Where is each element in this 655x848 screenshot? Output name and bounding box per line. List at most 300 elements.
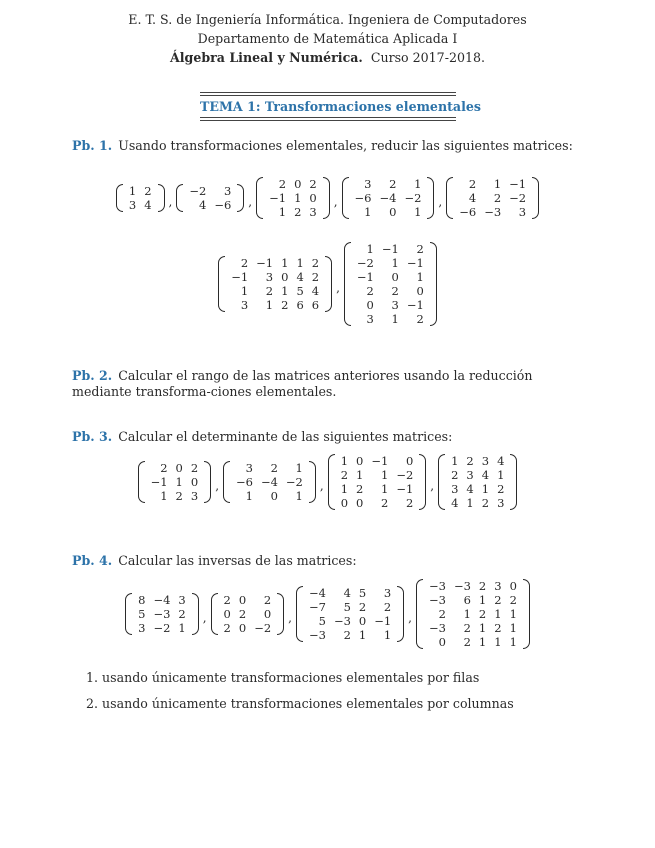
- matrix-separator-comma: ,: [202, 611, 207, 625]
- problem-2-label: Pb. 2.: [72, 368, 113, 383]
- matrix: [116, 184, 165, 212]
- matrix-entry: 2: [358, 600, 367, 614]
- matrix-row: [185, 198, 235, 212]
- problem-3-statement: [72, 429, 592, 445]
- matrix-entry: 3: [265, 270, 274, 284]
- matrix-entry: 2: [238, 607, 247, 621]
- matrix-row: [305, 586, 395, 600]
- matrix-entry: 1: [294, 191, 302, 205]
- matrix-row: [425, 593, 521, 607]
- matrix-row: [265, 177, 321, 191]
- matrix-entry: 1: [481, 482, 490, 496]
- matrix-entry: 1: [380, 468, 389, 482]
- matrix-entry: 2: [509, 593, 517, 607]
- matrix-entry: 6: [296, 298, 304, 312]
- matrix-entries: [265, 177, 321, 219]
- matrix: [211, 593, 285, 635]
- matrix-row: [351, 205, 426, 219]
- matrix-entries: [455, 177, 530, 219]
- matrix-entry: −4: [308, 586, 326, 600]
- matrix-entry: −3: [429, 593, 446, 607]
- matrix-entry: 0: [223, 607, 231, 621]
- matrix-entry: −3: [153, 607, 171, 621]
- matrix-entry: 2: [340, 468, 349, 482]
- matrix-entry: 1: [340, 482, 349, 496]
- matrix: [218, 256, 332, 312]
- matrix-entry: −3: [333, 614, 351, 628]
- matrix: [223, 461, 316, 503]
- tema-rule-bottom: [200, 117, 456, 118]
- matrix-row: [337, 468, 418, 482]
- matrix-entry: 2: [416, 242, 424, 256]
- matrix-entry: 2: [160, 461, 168, 475]
- matrix-entry: 2: [343, 628, 351, 642]
- matrix-row: [455, 191, 530, 205]
- matrix-entry: 1: [451, 454, 459, 468]
- matrix-row: [425, 621, 521, 635]
- matrix-entry: 3: [128, 198, 137, 212]
- matrix-entry: 0: [294, 177, 302, 191]
- matrix-row: [353, 242, 428, 256]
- matrix-entries: [351, 177, 426, 219]
- matrix-entry: 3: [366, 312, 374, 326]
- matrix-row: [265, 191, 321, 205]
- matrix-entry: −1: [231, 270, 249, 284]
- matrix-entry: 0: [190, 475, 199, 489]
- matrix-entry: 3: [391, 298, 399, 312]
- matrix-entry: 5: [343, 600, 351, 614]
- matrix-entry: 0: [238, 621, 247, 635]
- matrix-entry: 0: [356, 496, 364, 510]
- list-item-columnas: 2. usando únicamente transformaciones elementales por columnas: [86, 696, 514, 711]
- matrix-separator-comma: ,: [408, 611, 412, 625]
- right-paren: [158, 184, 165, 212]
- matrix-entry: 2: [366, 284, 374, 298]
- matrix-entry: 1: [509, 607, 517, 621]
- matrix-row: [353, 284, 428, 298]
- matrix-entry: 1: [383, 628, 392, 642]
- matrix-entry: 0: [356, 454, 364, 468]
- matrix-entry: −1: [406, 256, 424, 270]
- right-paren: [323, 177, 330, 219]
- problem-3-row-1: [0, 454, 655, 510]
- matrix-entry: 1: [391, 256, 399, 270]
- matrix-entry: 0: [509, 579, 517, 593]
- matrix-entry: −2: [153, 621, 171, 635]
- matrix-entry: 2: [405, 496, 414, 510]
- matrix-entry: −3: [429, 621, 446, 635]
- right-paren: [523, 579, 530, 649]
- matrix: [256, 177, 330, 219]
- matrix-entry: 2: [309, 177, 317, 191]
- matrix-entry: 0: [366, 298, 374, 312]
- right-paren: [510, 454, 517, 510]
- matrix-entry: −1: [509, 177, 527, 191]
- matrix-entry: 1: [356, 468, 364, 482]
- matrix-entry: 2: [463, 621, 471, 635]
- matrix-entry: 3: [383, 586, 392, 600]
- matrix-entry: 0: [358, 614, 367, 628]
- matrix-entry: 1: [463, 607, 471, 621]
- matrix-entry: 1: [478, 621, 487, 635]
- matrix-separator-comma: ,: [319, 479, 324, 493]
- matrix-entry: 2: [389, 177, 397, 191]
- matrix-entry: 0: [340, 496, 349, 510]
- matrix-row: [125, 198, 156, 212]
- matrix-row: [227, 284, 323, 298]
- matrix-entry: 1: [160, 489, 168, 503]
- matrix-entry: 2: [438, 607, 446, 621]
- matrix-entry: 1: [295, 489, 303, 503]
- matrix-entry: 2: [383, 600, 392, 614]
- tema-rule-bottom-2: [200, 120, 456, 121]
- problem-2-text: Calcular el rango de las matrices anteriores usando la reducción mediante transforma-ciones elementales.: [72, 368, 533, 399]
- right-paren: [325, 256, 332, 312]
- matrix-entry: 1: [245, 489, 253, 503]
- tema-rule-top: [200, 92, 456, 93]
- matrix-entry: 2: [463, 635, 471, 649]
- matrix-entry: 2: [311, 270, 320, 284]
- matrix-row: [185, 184, 235, 198]
- left-paren: [416, 579, 423, 649]
- problem-1-row-2: [0, 242, 655, 326]
- matrix-entry: 1: [281, 284, 289, 298]
- matrix-entry: 1: [240, 284, 249, 298]
- right-paren: [419, 454, 426, 510]
- matrix-row: [455, 205, 530, 219]
- matrix-entry: −1: [381, 242, 399, 256]
- matrix-entry: 1: [416, 270, 424, 284]
- matrix-entry: 0: [416, 284, 424, 298]
- matrix-entry: 2: [356, 482, 364, 496]
- matrix-entry: 4: [296, 270, 304, 284]
- left-paren: [438, 454, 445, 510]
- left-paren: [446, 177, 453, 219]
- matrix: [176, 184, 244, 212]
- matrix-entry: 5: [296, 284, 304, 298]
- right-paren: [204, 461, 211, 503]
- matrix-row: [232, 461, 307, 475]
- matrix-entry: −3: [308, 628, 326, 642]
- matrix-entry: −2: [509, 191, 527, 205]
- matrix-entry: −1: [406, 298, 424, 312]
- matrix-row: [125, 184, 156, 198]
- matrix-row: [337, 496, 418, 510]
- matrix-entries: [185, 184, 235, 212]
- matrix-entry: 2: [240, 256, 249, 270]
- left-paren: [342, 177, 349, 219]
- problem-4-row-1: [0, 579, 655, 649]
- matrix-row: [147, 489, 203, 503]
- matrix-entry: −7: [308, 600, 326, 614]
- matrix-entry: 3: [451, 482, 459, 496]
- left-paren: [138, 461, 145, 503]
- right-paren: [277, 593, 284, 635]
- matrix-separator-comma: ,: [336, 281, 340, 295]
- matrix-entry: 1: [358, 628, 367, 642]
- matrix-row: [265, 205, 321, 219]
- matrix-entry: 2: [223, 593, 231, 607]
- matrix-entry: 3: [190, 489, 199, 503]
- matrix-entry: 1: [380, 482, 389, 496]
- matrix-entry: −2: [404, 191, 422, 205]
- matrix-entry: 2: [494, 621, 502, 635]
- matrix-entry: 3: [518, 205, 527, 219]
- matrix-entry: 2: [190, 461, 199, 475]
- left-paren: [223, 461, 230, 503]
- matrix-entries: [337, 454, 418, 510]
- matrix-row: [305, 628, 395, 642]
- matrix-entry: 1: [265, 298, 274, 312]
- matrix-row: [220, 607, 276, 621]
- matrix: [438, 454, 517, 510]
- problem-2-statement: [72, 368, 592, 399]
- matrix-entry: 1: [494, 635, 502, 649]
- list-item-filas: 1. usando únicamente transformaciones elementales por filas: [86, 670, 480, 685]
- matrix-entry: −4: [260, 475, 278, 489]
- problem-3-text: Calcular el determinante de las siguientes matrices:: [118, 429, 453, 444]
- matrix-entry: 4: [497, 454, 505, 468]
- left-paren: [218, 256, 225, 312]
- matrix-entry: 5: [138, 607, 146, 621]
- matrix-entry: −1: [256, 256, 274, 270]
- matrix-entries: [425, 579, 521, 649]
- header-school: E. T. S. de Ingeniería Informática. Ingeniera de Computadores: [128, 12, 527, 27]
- matrix-entry: 4: [466, 482, 474, 496]
- matrix: [446, 177, 539, 219]
- matrix-row: [232, 489, 307, 503]
- matrix-entry: 5: [358, 586, 367, 600]
- right-paren: [192, 593, 199, 635]
- matrix-entry: 3: [240, 298, 249, 312]
- matrix-separator-comma: ,: [248, 195, 253, 209]
- matrix-entry: 1: [509, 635, 517, 649]
- header-department: Departamento de Matemática Aplicada I: [197, 31, 458, 46]
- matrix-row: [147, 461, 203, 475]
- matrix-entry: 1: [295, 461, 303, 475]
- matrix-entry: 2: [494, 593, 502, 607]
- matrix-entry: 6: [311, 298, 320, 312]
- problem-1-label: Pb. 1.: [72, 138, 113, 153]
- matrix-row: [220, 621, 276, 635]
- matrix-row: [353, 256, 428, 270]
- matrix-entry: 3: [364, 177, 372, 191]
- matrix-entries: [305, 586, 395, 642]
- matrix-entry: 3: [497, 496, 505, 510]
- matrix-row: [425, 579, 521, 593]
- right-paren: [309, 461, 316, 503]
- matrix: [125, 593, 199, 635]
- matrix-entry: 2: [265, 284, 274, 298]
- left-paren: [296, 586, 303, 642]
- matrix-row: [147, 475, 203, 489]
- matrix-row: [227, 256, 323, 270]
- matrix-entry: 1: [281, 256, 289, 270]
- matrix-entry: 4: [451, 496, 459, 510]
- header-course-title: Álgebra Lineal y Numérica.: [169, 50, 363, 65]
- matrix-entry: −6: [236, 475, 253, 489]
- matrix-entry: 3: [223, 184, 232, 198]
- matrix-entry: 4: [343, 586, 351, 600]
- matrix-entry: −2: [285, 475, 303, 489]
- matrix-entry: −3: [453, 579, 471, 593]
- matrix-entry: 2: [478, 607, 487, 621]
- matrix-entry: 4: [144, 198, 152, 212]
- left-paren: [344, 242, 351, 326]
- matrix-row: [305, 600, 395, 614]
- left-paren: [116, 184, 123, 212]
- matrix-entry: 3: [466, 468, 474, 482]
- problem-3-label: Pb. 3.: [72, 429, 113, 444]
- matrix-entries: [447, 454, 508, 510]
- matrix-entry: −4: [153, 593, 171, 607]
- matrix-entry: −2: [254, 621, 272, 635]
- tema-box: [200, 92, 481, 123]
- header-course-year: Curso 2017-2018.: [370, 50, 486, 65]
- matrix-entry: 1: [497, 468, 505, 482]
- matrix-entry: 3: [494, 579, 502, 593]
- matrix-entry: 2: [478, 579, 487, 593]
- matrix: [328, 454, 427, 510]
- matrix-entry: −3: [429, 579, 446, 593]
- problem-4-label: Pb. 4.: [72, 553, 113, 568]
- matrix-entry: −1: [396, 482, 414, 496]
- matrix-entry: 1: [364, 205, 372, 219]
- matrix-entry: 1: [128, 184, 137, 198]
- matrix-row: [134, 607, 190, 621]
- matrix-entry: 3: [178, 593, 186, 607]
- matrix-entry: 0: [238, 593, 247, 607]
- matrix-row: [134, 621, 190, 635]
- left-paren: [328, 454, 335, 510]
- left-paren: [125, 593, 132, 635]
- matrix-entry: −1: [371, 454, 389, 468]
- matrix-entry: 1: [414, 205, 422, 219]
- matrix-entries: [147, 461, 203, 503]
- right-paren: [430, 242, 437, 326]
- matrix-row: [220, 593, 276, 607]
- matrix-entry: 2: [451, 468, 459, 482]
- matrix-row: [305, 614, 395, 628]
- matrix-entry: 2: [493, 191, 502, 205]
- matrix-row: [351, 191, 426, 205]
- matrix-entry: 4: [199, 198, 207, 212]
- problem-4-statement: [72, 553, 592, 569]
- matrix-entries: [227, 256, 323, 312]
- tema-title: TEMA 1: Transformaciones elementales: [200, 99, 481, 114]
- matrix-entry: −4: [379, 191, 397, 205]
- matrix-entry: 2: [311, 256, 320, 270]
- matrix-entry: 4: [481, 468, 490, 482]
- matrix-entry: 1: [414, 177, 422, 191]
- matrix-entry: 1: [175, 475, 183, 489]
- right-paren: [427, 177, 434, 219]
- matrix-entry: 2: [416, 312, 424, 326]
- matrix-row: [227, 298, 323, 312]
- matrix-row: [353, 312, 428, 326]
- header-course: [0, 50, 655, 65]
- matrix-separator-comma: ,: [438, 195, 443, 209]
- matrix-entry: 0: [405, 454, 414, 468]
- matrix-entry: 1: [366, 242, 374, 256]
- matrix-row: [455, 177, 530, 191]
- matrix-entry: 0: [391, 270, 399, 284]
- matrix-entry: 3: [481, 454, 490, 468]
- matrix-entry: 1: [340, 454, 349, 468]
- matrix-entry: 2: [281, 298, 289, 312]
- problem-1-text: Usando transformaciones elementales, reducir las siguientes matrices:: [118, 138, 573, 153]
- matrix-entry: 2: [294, 205, 302, 219]
- problem-4-text: Calcular las inversas de las matrices:: [118, 553, 357, 568]
- matrix-entry: 1: [178, 621, 186, 635]
- matrix-entry: −1: [150, 475, 168, 489]
- left-paren: [176, 184, 183, 212]
- matrix-entry: 2: [270, 461, 278, 475]
- matrix-entry: 1: [493, 177, 502, 191]
- matrix-entries: [125, 184, 156, 212]
- matrix-entry: 3: [245, 461, 253, 475]
- matrix-entry: −2: [356, 256, 374, 270]
- matrix: [416, 579, 530, 649]
- matrix-entry: 2: [223, 621, 231, 635]
- matrix-entry: 1: [494, 607, 502, 621]
- matrix-entry: 2: [178, 607, 186, 621]
- left-paren: [256, 177, 263, 219]
- matrix-row: [353, 298, 428, 312]
- matrix-entry: 0: [281, 270, 289, 284]
- matrix-row: [425, 607, 521, 621]
- matrix-entry: −6: [354, 191, 372, 205]
- matrix-row: [134, 593, 190, 607]
- matrix-row: [227, 270, 323, 284]
- matrix-separator-comma: ,: [333, 195, 338, 209]
- right-paren: [532, 177, 539, 219]
- matrix-entry: 1: [466, 496, 474, 510]
- matrix-entry: 2: [263, 593, 272, 607]
- matrix: [296, 586, 404, 642]
- matrix-entry: 1: [478, 635, 487, 649]
- matrix-entry: −2: [396, 468, 414, 482]
- matrix-row: [447, 482, 508, 496]
- matrix-entry: 5: [318, 614, 326, 628]
- right-paren: [237, 184, 244, 212]
- matrix-entry: −1: [356, 270, 374, 284]
- matrix-row: [447, 454, 508, 468]
- matrix-entry: −2: [189, 184, 207, 198]
- matrix-separator-comma: ,: [215, 479, 220, 493]
- matrix-entry: 4: [468, 191, 477, 205]
- matrix-entry: −1: [374, 614, 392, 628]
- matrix-entries: [353, 242, 428, 326]
- tema-rule-top-2: [200, 95, 456, 96]
- matrix-entry: 0: [175, 461, 183, 475]
- matrix-entry: 2: [144, 184, 152, 198]
- matrix-entries: [134, 593, 190, 635]
- matrix-entry: 0: [389, 205, 397, 219]
- matrix: [138, 461, 212, 503]
- matrix-entry: 3: [138, 621, 146, 635]
- matrix-entry: 1: [391, 312, 399, 326]
- matrix-entry: 4: [311, 284, 320, 298]
- matrix-entry: 1: [296, 256, 304, 270]
- matrix-row: [353, 270, 428, 284]
- matrix: [344, 242, 437, 326]
- matrix-entry: 1: [509, 621, 517, 635]
- left-paren: [211, 593, 218, 635]
- matrix-row: [447, 496, 508, 510]
- matrix-entry: 2: [391, 284, 399, 298]
- matrix-entry: 0: [438, 635, 446, 649]
